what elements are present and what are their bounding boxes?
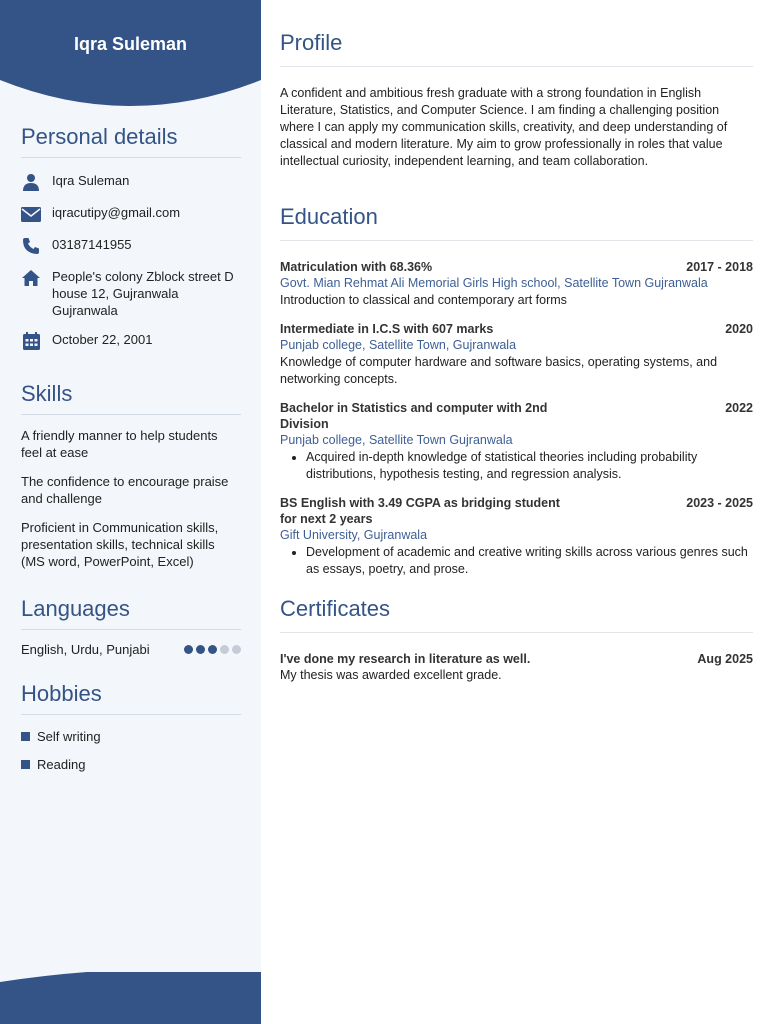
entry-institution: Gift University, Gujranwala: [280, 528, 428, 542]
education-heading: Education: [280, 204, 753, 241]
level-dot-filled: [184, 645, 193, 654]
personal-address-row: [21, 268, 241, 319]
entry-institution: Govt. Mian Rehmat Ali Memorial Girls High school, Satellite Town Gujranwala: [280, 276, 708, 290]
skill-item: The confidence to encourage praise and challenge: [21, 474, 229, 506]
user-icon: [21, 172, 41, 192]
sidebar-footer: [0, 972, 261, 1024]
entry-date: 2022: [725, 401, 753, 415]
hobby-label: Self writing: [37, 729, 101, 744]
envelope-icon: [21, 204, 41, 224]
entry-bullets: [280, 544, 753, 578]
entry-title: BS English with 3.49 CGPA as bridging student for next 2 years: [280, 496, 560, 526]
candidate-name: Iqra Suleman: [73, 34, 188, 54]
entry-description: Introduction to classical and contemporary art forms: [280, 293, 567, 307]
home-icon: [21, 268, 41, 288]
entry-date: Aug 2025: [697, 652, 753, 666]
hobby-item: [21, 729, 241, 744]
education-entry: [280, 321, 753, 388]
personal-birthdate-row: [21, 331, 241, 351]
entry-date: 2017 - 2018: [686, 260, 753, 274]
skill-item: A friendly manner to help students feel at ease: [21, 428, 218, 460]
entry-bullet: • Acquired in-depth knowledge of statistical theories including probability distributions, hypothesis testing, and regression analysis.: [306, 449, 753, 483]
square-bullet-icon: [21, 760, 30, 769]
personal-address: People's colony Zblock street D house 12, Gujranwala Gujranwala: [52, 269, 234, 318]
entry-date: 2023 - 2025: [686, 496, 753, 510]
entry-description: My thesis was awarded excellent grade.: [280, 668, 502, 682]
skill-item: Proficient in Communication skills, presentation skills, technical skills (MS word, PowerPoint, Excel): [21, 520, 219, 569]
education-entry: [280, 259, 753, 309]
certificates-heading: Certificates: [280, 596, 753, 633]
level-dot-filled: [208, 645, 217, 654]
personal-name: Iqra Suleman: [52, 173, 130, 188]
phone-icon: [21, 236, 41, 256]
education-entry: [280, 400, 753, 483]
calendar-icon: [21, 331, 41, 351]
hobby-label: Reading: [37, 757, 86, 772]
personal-email-row: [21, 204, 241, 224]
certificate-entry: [280, 651, 753, 684]
personal-name-row: [21, 172, 241, 192]
level-dot-filled: [196, 645, 205, 654]
level-dot-empty: [220, 645, 229, 654]
entry-institution: Punjab college, Satellite Town Gujranwala: [280, 433, 513, 447]
entry-title: Bachelor in Statistics and computer with 2nd Division: [280, 401, 548, 431]
level-dot-empty: [232, 645, 241, 654]
entry-institution: Punjab college, Satellite Town, Gujranwala: [280, 338, 517, 352]
entry-bullets: [280, 449, 753, 483]
languages-heading: Languages: [21, 596, 241, 630]
profile-text: A confident and ambitious fresh graduate with a strong foundation in English Literature, Statistics, and Computer Science. I am finding a challenging position where I can apply my communication skills, creativity, and deep understanding of classical and modern literature. My aim to grow professionally in roles that value intellectual curiosity, independent learning, and team collaboration.: [280, 86, 728, 168]
hobbies-heading: Hobbies: [21, 681, 241, 715]
hobby-item: [21, 757, 241, 772]
entry-title: Intermediate in I.C.S with 607 marks: [280, 322, 494, 336]
personal-phone-row: [21, 236, 241, 256]
footer-curve: [0, 972, 261, 1024]
entry-date: 2020: [725, 322, 753, 336]
personal-birthdate: October 22, 2001: [52, 332, 153, 347]
personal-email[interactable]: iqracutipy@gmail.com: [52, 205, 181, 220]
language-name: English, Urdu, Punjabi: [21, 642, 150, 657]
main-content: [280, 30, 753, 696]
sidebar: [0, 0, 261, 1024]
language-row: [21, 642, 241, 657]
language-level-dots: [184, 645, 241, 654]
entry-title: Matriculation with 68.36%: [280, 260, 433, 274]
entry-title: I've done my research in literature as well.: [280, 652, 531, 666]
skills-heading: Skills: [21, 381, 241, 415]
entry-description: Knowledge of computer hardware and software basics, operating systems, and networking concepts.: [280, 355, 718, 386]
personal-phone[interactable]: 03187141955: [52, 237, 132, 252]
square-bullet-icon: [21, 732, 30, 741]
sidebar-header: [0, 0, 261, 106]
personal-details-heading: Personal details: [21, 124, 241, 158]
education-entry: [280, 495, 753, 578]
sidebar-content: [21, 124, 241, 785]
entry-bullet: • Development of academic and creative writing skills across various genres such as essays, poetry, and prose.: [306, 544, 753, 578]
profile-heading: Profile: [280, 30, 753, 67]
